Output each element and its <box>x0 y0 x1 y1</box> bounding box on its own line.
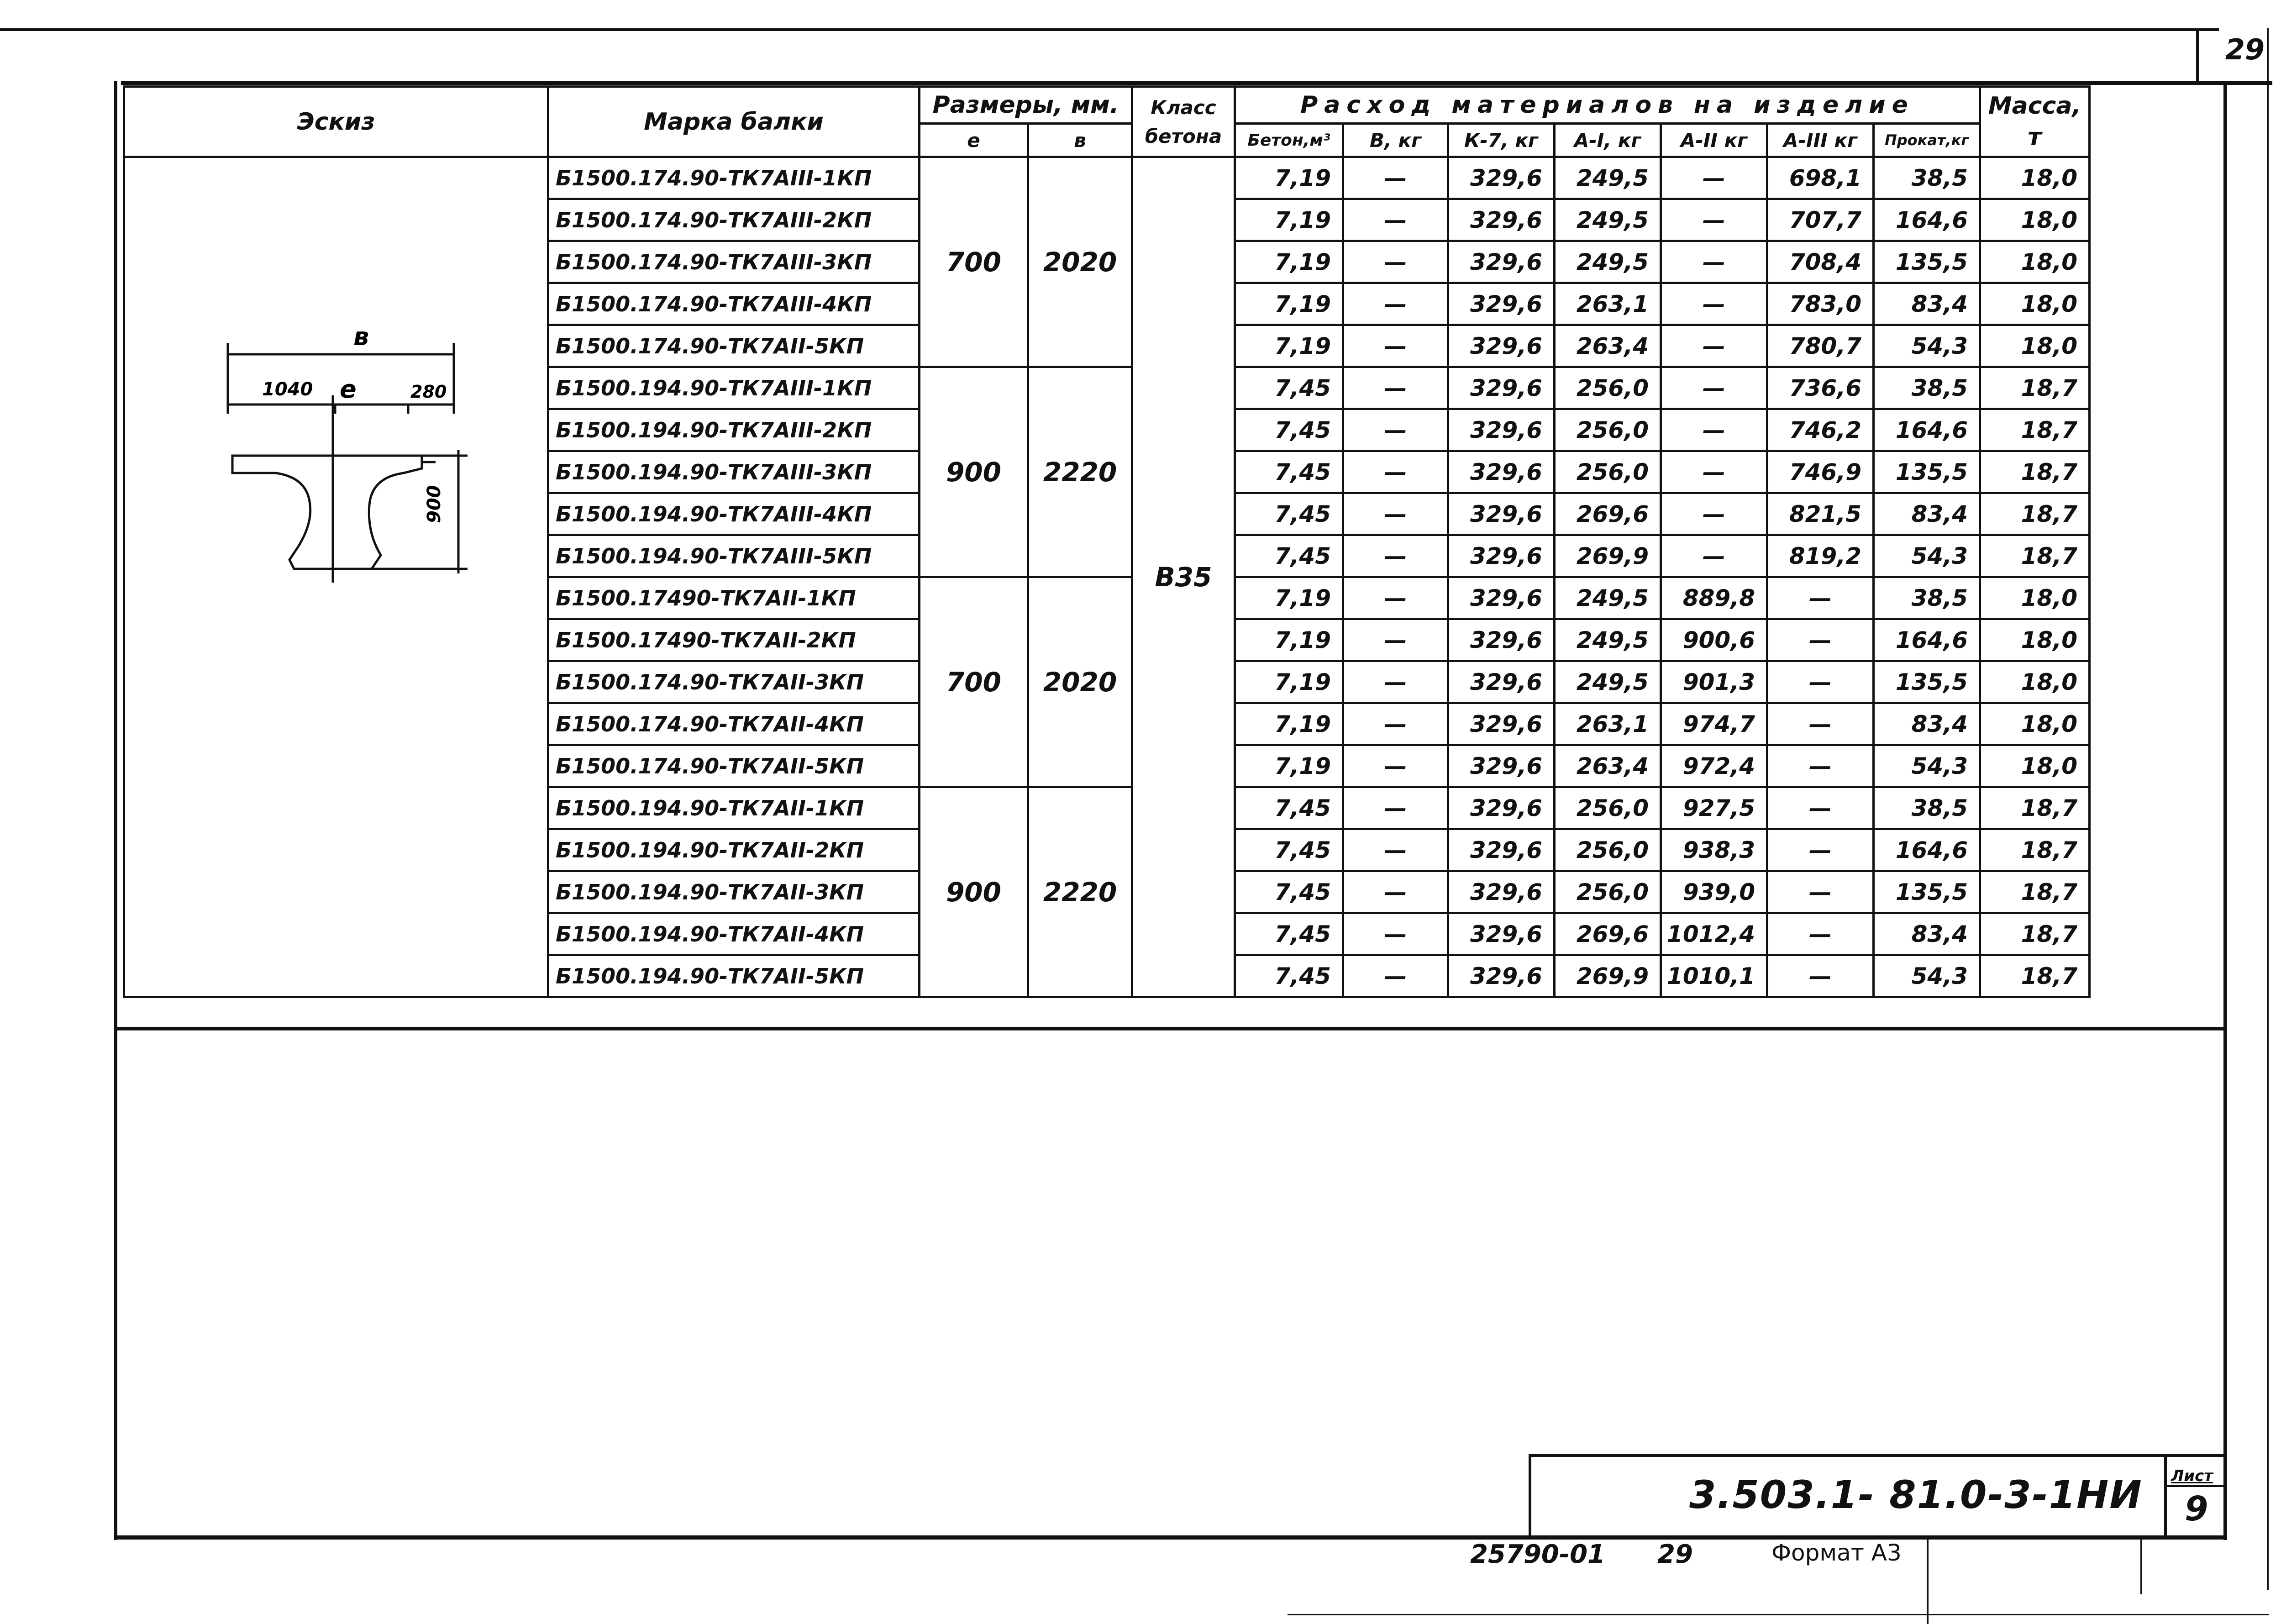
cell-b: — <box>1343 409 1448 451</box>
title-block-sheet-line <box>2164 1485 2226 1487</box>
cell-k7: 329,6 <box>1448 157 1555 199</box>
cell-mass: 18,7 <box>1980 493 2090 535</box>
sketch-dim-height: 900 <box>424 485 445 523</box>
beam-mark: Б1500.174.90-ТК7АII-4КП <box>548 703 920 745</box>
beam-mark: Б1500.194.90-ТК7АIII-2КП <box>548 409 920 451</box>
beam-mark: Б1500.194.90-ТК7АII-5КП <box>548 955 920 997</box>
cell-concrete: 7,45 <box>1235 955 1343 997</box>
cell-a1: 256,0 <box>1555 871 1661 913</box>
header-concrete-class-line2: бетона <box>1145 125 1222 147</box>
beam-mark: Б1500.194.90-ТК7АIII-3КП <box>548 451 920 493</box>
cell-a1: 269,9 <box>1555 535 1661 577</box>
cell-b: — <box>1343 829 1448 871</box>
cell-a1: 249,5 <box>1555 619 1661 661</box>
dimension-b: 2220 <box>1028 787 1132 997</box>
cell-a3: — <box>1767 577 1874 619</box>
dimension-b: 2220 <box>1028 367 1132 577</box>
cell-k7: 329,6 <box>1448 955 1555 997</box>
cell-rolled: 38,5 <box>1874 157 1980 199</box>
cell-mass: 18,7 <box>1980 955 2090 997</box>
cell-a1: 249,5 <box>1555 577 1661 619</box>
cell-rolled: 135,5 <box>1874 241 1980 283</box>
cell-rolled: 164,6 <box>1874 199 1980 241</box>
cell-b: — <box>1343 745 1448 787</box>
cell-mass: 18,0 <box>1980 241 2090 283</box>
cell-a3: 707,7 <box>1767 199 1874 241</box>
beam-mark: Б1500.174.90-ТК7АIII-1КП <box>548 157 920 199</box>
cell-a1: 249,5 <box>1555 241 1661 283</box>
cell-rolled: 54,3 <box>1874 535 1980 577</box>
cell-k7: 329,6 <box>1448 367 1555 409</box>
sketch-label-b: в <box>353 322 369 351</box>
page-number: 29 <box>2225 33 2265 66</box>
cell-concrete: 7,45 <box>1235 451 1343 493</box>
title-block-left-line <box>1529 1454 1531 1539</box>
cell-b: — <box>1343 241 1448 283</box>
cell-concrete: 7,19 <box>1235 577 1343 619</box>
cell-b: — <box>1343 913 1448 955</box>
cell-a3: 780,7 <box>1767 325 1874 367</box>
sketch-label-e: е <box>340 375 357 404</box>
cell-b: — <box>1343 157 1448 199</box>
beam-mark: Б1500.174.90-ТК7АII-5КП <box>548 325 920 367</box>
frame-right-line <box>2223 81 2227 1540</box>
cell-k7: 329,6 <box>1448 493 1555 535</box>
format-label: Формат А3 <box>1771 1540 1902 1566</box>
cell-rolled: 135,5 <box>1874 451 1980 493</box>
cell-a2: — <box>1661 283 1767 325</box>
frame-far-right-line <box>2267 28 2269 1590</box>
header-sketch: Эскиз <box>124 87 548 157</box>
cell-concrete: 7,19 <box>1235 157 1343 199</box>
cell-concrete: 7,45 <box>1235 493 1343 535</box>
dimension-b: 2020 <box>1028 157 1132 367</box>
frame-top-line <box>121 81 2272 85</box>
cell-a1: 249,5 <box>1555 661 1661 703</box>
cell-rolled: 38,5 <box>1874 787 1980 829</box>
cell-concrete: 7,45 <box>1235 787 1343 829</box>
cell-a2: 1012,4 <box>1661 913 1767 955</box>
cell-rolled: 83,4 <box>1874 283 1980 325</box>
header-a1-kg: А-I, кг <box>1555 124 1661 157</box>
cell-concrete: 7,19 <box>1235 199 1343 241</box>
beam-mark: Б1500.194.90-ТК7АII-2КП <box>548 829 920 871</box>
cell-b: — <box>1343 199 1448 241</box>
top-right-box-line <box>2196 28 2199 83</box>
header-concrete-class-line1: Класс <box>1151 96 1216 119</box>
document-code: 3.503.1- 81.0-3-1НИ <box>1689 1472 2143 1517</box>
cell-rolled: 38,5 <box>1874 577 1980 619</box>
cell-k7: 329,6 <box>1448 745 1555 787</box>
cell-a2: 889,8 <box>1661 577 1767 619</box>
table-row <box>124 157 2090 199</box>
cell-rolled: 54,3 <box>1874 955 1980 997</box>
cell-concrete: 7,19 <box>1235 661 1343 703</box>
cell-a2: 901,3 <box>1661 661 1767 703</box>
cell-a3: — <box>1767 913 1874 955</box>
cell-concrete: 7,19 <box>1235 325 1343 367</box>
cell-k7: 329,6 <box>1448 199 1555 241</box>
cell-mass: 18,0 <box>1980 619 2090 661</box>
cell-a3: 821,5 <box>1767 493 1874 535</box>
header-row-1 <box>124 87 2090 124</box>
cell-k7: 329,6 <box>1448 451 1555 493</box>
cell-k7: 329,6 <box>1448 283 1555 325</box>
cell-k7: 329,6 <box>1448 325 1555 367</box>
cell-a2: 938,3 <box>1661 829 1767 871</box>
cell-k7: 329,6 <box>1448 619 1555 661</box>
title-block-sheet-divider <box>2164 1454 2167 1539</box>
cell-rolled: 54,3 <box>1874 325 1980 367</box>
dimension-e: 900 <box>920 787 1028 997</box>
cell-a1: 263,4 <box>1555 745 1661 787</box>
cell-k7: 329,6 <box>1448 535 1555 577</box>
cell-a3: 746,2 <box>1767 409 1874 451</box>
cell-a3: — <box>1767 955 1874 997</box>
cell-rolled: 83,4 <box>1874 493 1980 535</box>
top-border-line <box>0 28 2219 31</box>
beam-mark: Б1500.194.90-ТК7АIII-1КП <box>548 367 920 409</box>
cell-k7: 329,6 <box>1448 829 1555 871</box>
cell-concrete: 7,45 <box>1235 913 1343 955</box>
cell-concrete: 7,19 <box>1235 745 1343 787</box>
cell-a2: — <box>1661 325 1767 367</box>
dimension-e: 700 <box>920 577 1028 787</box>
cell-k7: 329,6 <box>1448 913 1555 955</box>
cell-a1: 256,0 <box>1555 829 1661 871</box>
cell-a2: 974,7 <box>1661 703 1767 745</box>
cell-b: — <box>1343 955 1448 997</box>
cell-concrete: 7,45 <box>1235 409 1343 451</box>
header-dim-e: е <box>920 124 1028 157</box>
cell-b: — <box>1343 787 1448 829</box>
cell-mass: 18,0 <box>1980 325 2090 367</box>
cell-concrete: 7,19 <box>1235 283 1343 325</box>
dimension-b: 2020 <box>1028 577 1132 787</box>
header-dimensions: Размеры, мм. <box>920 87 1132 124</box>
cell-mass: 18,0 <box>1980 199 2090 241</box>
cell-rolled: 164,6 <box>1874 619 1980 661</box>
header-mass-line1: Масса, <box>1988 92 2081 120</box>
beam-mark: Б1500.174.90-ТК7АII-5КП <box>548 745 920 787</box>
cell-mass: 18,7 <box>1980 787 2090 829</box>
cell-a3: — <box>1767 829 1874 871</box>
cell-mass: 18,0 <box>1980 577 2090 619</box>
frame-left-line <box>114 81 117 1540</box>
cell-b: — <box>1343 493 1448 535</box>
cell-k7: 329,6 <box>1448 787 1555 829</box>
cell-a3: 746,9 <box>1767 451 1874 493</box>
title-block-top-line <box>1529 1454 2226 1457</box>
cell-concrete: 7,45 <box>1235 871 1343 913</box>
beam-mark: Б1500.174.90-ТК7АIII-2КП <box>548 199 920 241</box>
cell-rolled: 83,4 <box>1874 913 1980 955</box>
beam-mark: Б1500.17490-ТК7АII-1КП <box>548 577 920 619</box>
cell-b: — <box>1343 703 1448 745</box>
cell-b: — <box>1343 535 1448 577</box>
cell-a2: 927,5 <box>1661 787 1767 829</box>
cell-b: — <box>1343 325 1448 367</box>
cell-b: — <box>1343 283 1448 325</box>
cell-a1: 256,0 <box>1555 409 1661 451</box>
cell-a3: — <box>1767 703 1874 745</box>
cell-concrete: 7,45 <box>1235 535 1343 577</box>
cell-a3: — <box>1767 787 1874 829</box>
cell-rolled: 135,5 <box>1874 661 1980 703</box>
cell-mass: 18,7 <box>1980 451 2090 493</box>
header-dim-b: в <box>1028 124 1132 157</box>
header-concrete-m3: Бетон,м³ <box>1235 124 1343 157</box>
beam-mark: Б1500.194.90-ТК7АII-1КП <box>548 787 920 829</box>
cell-mass: 18,0 <box>1980 283 2090 325</box>
beam-sketch-cell <box>124 157 548 997</box>
beam-mark: Б1500.194.90-ТК7АIII-4КП <box>548 493 920 535</box>
cell-b: — <box>1343 661 1448 703</box>
cell-a2: — <box>1661 199 1767 241</box>
cell-mass: 18,0 <box>1980 703 2090 745</box>
footer-divider-1 <box>1927 1540 1929 1624</box>
cell-a3: 783,0 <box>1767 283 1874 325</box>
header-mark: Марка балки <box>548 87 920 157</box>
beam-mark: Б1500.194.90-ТК7АII-3КП <box>548 871 920 913</box>
cell-a3: 708,4 <box>1767 241 1874 283</box>
cell-b: — <box>1343 619 1448 661</box>
cell-a2: — <box>1661 409 1767 451</box>
cell-a1: 256,0 <box>1555 367 1661 409</box>
cell-a3: 736,6 <box>1767 367 1874 409</box>
cell-a1: 249,5 <box>1555 157 1661 199</box>
footer-page: 29 <box>1657 1540 1693 1569</box>
beam-mark: Б1500.194.90-ТК7АII-4КП <box>548 913 920 955</box>
cell-a3: — <box>1767 619 1874 661</box>
footer-bottom-line <box>1288 1614 2269 1615</box>
header-k7-kg: К-7, кг <box>1448 124 1555 157</box>
cell-a2: 900,6 <box>1661 619 1767 661</box>
cell-a2: 939,0 <box>1661 871 1767 913</box>
inventory-number: 25790-01 <box>1470 1540 1605 1569</box>
cell-a3: — <box>1767 871 1874 913</box>
beam-mark: Б1500.174.90-ТК7АIII-4КП <box>548 283 920 325</box>
beam-mark: Б1500.194.90-ТК7АIII-5КП <box>548 535 920 577</box>
cell-a3: 819,2 <box>1767 535 1874 577</box>
cell-mass: 18,7 <box>1980 829 2090 871</box>
header-a3-kg: А-III кг <box>1767 124 1874 157</box>
dimension-e: 700 <box>920 157 1028 367</box>
cell-concrete: 7,19 <box>1235 703 1343 745</box>
cell-rolled: 83,4 <box>1874 703 1980 745</box>
beam-mark: Б1500.174.90-ТК7АIII-3КП <box>548 241 920 283</box>
cell-a1: 263,4 <box>1555 325 1661 367</box>
cell-k7: 329,6 <box>1448 409 1555 451</box>
cell-a1: 263,1 <box>1555 283 1661 325</box>
cell-a1: 269,6 <box>1555 493 1661 535</box>
cell-a3: 698,1 <box>1767 157 1874 199</box>
beam-cross-section-sketch <box>125 158 547 952</box>
cell-mass: 18,7 <box>1980 871 2090 913</box>
cell-a2: — <box>1661 241 1767 283</box>
dimension-e: 900 <box>920 367 1028 577</box>
cell-concrete: 7,45 <box>1235 367 1343 409</box>
cell-b: — <box>1343 367 1448 409</box>
cell-b: — <box>1343 451 1448 493</box>
cell-a3: — <box>1767 661 1874 703</box>
cell-a3: — <box>1767 745 1874 787</box>
cell-concrete: 7,45 <box>1235 829 1343 871</box>
cell-mass: 18,7 <box>1980 913 2090 955</box>
cell-rolled: 164,6 <box>1874 409 1980 451</box>
cell-a2: — <box>1661 451 1767 493</box>
cell-mass: 18,7 <box>1980 535 2090 577</box>
header-mass <box>1980 87 2090 157</box>
header-b-kg: В, кг <box>1343 124 1448 157</box>
cell-a2: 972,4 <box>1661 745 1767 787</box>
sketch-dim-left: 1040 <box>262 379 313 400</box>
materials-table <box>123 85 2091 998</box>
frame-bottom-line <box>114 1535 2226 1540</box>
cell-a1: 256,0 <box>1555 451 1661 493</box>
header-concrete-class <box>1132 87 1235 157</box>
cell-a2: — <box>1661 157 1767 199</box>
cell-b: — <box>1343 577 1448 619</box>
beam-mark: Б1500.17490-ТК7АII-2КП <box>548 619 920 661</box>
sheet-number: 9 <box>2185 1489 2208 1529</box>
cell-k7: 329,6 <box>1448 871 1555 913</box>
cell-rolled: 164,6 <box>1874 829 1980 871</box>
cell-k7: 329,6 <box>1448 577 1555 619</box>
cell-a1: 269,9 <box>1555 955 1661 997</box>
cell-a1: 263,1 <box>1555 703 1661 745</box>
cell-concrete: 7,19 <box>1235 241 1343 283</box>
cell-a1: 256,0 <box>1555 787 1661 829</box>
cell-k7: 329,6 <box>1448 703 1555 745</box>
cell-a2: 1010,1 <box>1661 955 1767 997</box>
table-bottom-frame-line <box>114 1027 2226 1030</box>
cell-mass: 18,0 <box>1980 157 2090 199</box>
header-a2-kg: А-II кг <box>1661 124 1767 157</box>
header-materials: Расход материалов на изделие <box>1235 87 1980 124</box>
cell-b: — <box>1343 871 1448 913</box>
table-body <box>124 157 2090 997</box>
cell-mass: 18,0 <box>1980 745 2090 787</box>
cell-rolled: 54,3 <box>1874 745 1980 787</box>
sheet-label: Лист <box>2171 1467 2213 1485</box>
cell-mass: 18,7 <box>1980 409 2090 451</box>
cell-concrete: 7,19 <box>1235 619 1343 661</box>
cell-a1: 269,6 <box>1555 913 1661 955</box>
concrete-class: В35 <box>1132 157 1235 997</box>
cell-mass: 18,7 <box>1980 367 2090 409</box>
cell-k7: 329,6 <box>1448 661 1555 703</box>
sketch-dim-right: 280 <box>410 382 447 402</box>
cell-a2: — <box>1661 535 1767 577</box>
cell-a2: — <box>1661 367 1767 409</box>
footer-divider-2 <box>2140 1540 2142 1594</box>
cell-a1: 249,5 <box>1555 199 1661 241</box>
cell-mass: 18,0 <box>1980 661 2090 703</box>
cell-a2: — <box>1661 493 1767 535</box>
cell-rolled: 135,5 <box>1874 871 1980 913</box>
header-mass-line2: т <box>2028 123 2042 151</box>
cell-k7: 329,6 <box>1448 241 1555 283</box>
header-rolled-kg: Прокат,кг <box>1874 124 1980 157</box>
cell-rolled: 38,5 <box>1874 367 1980 409</box>
beam-mark: Б1500.174.90-ТК7АII-3КП <box>548 661 920 703</box>
